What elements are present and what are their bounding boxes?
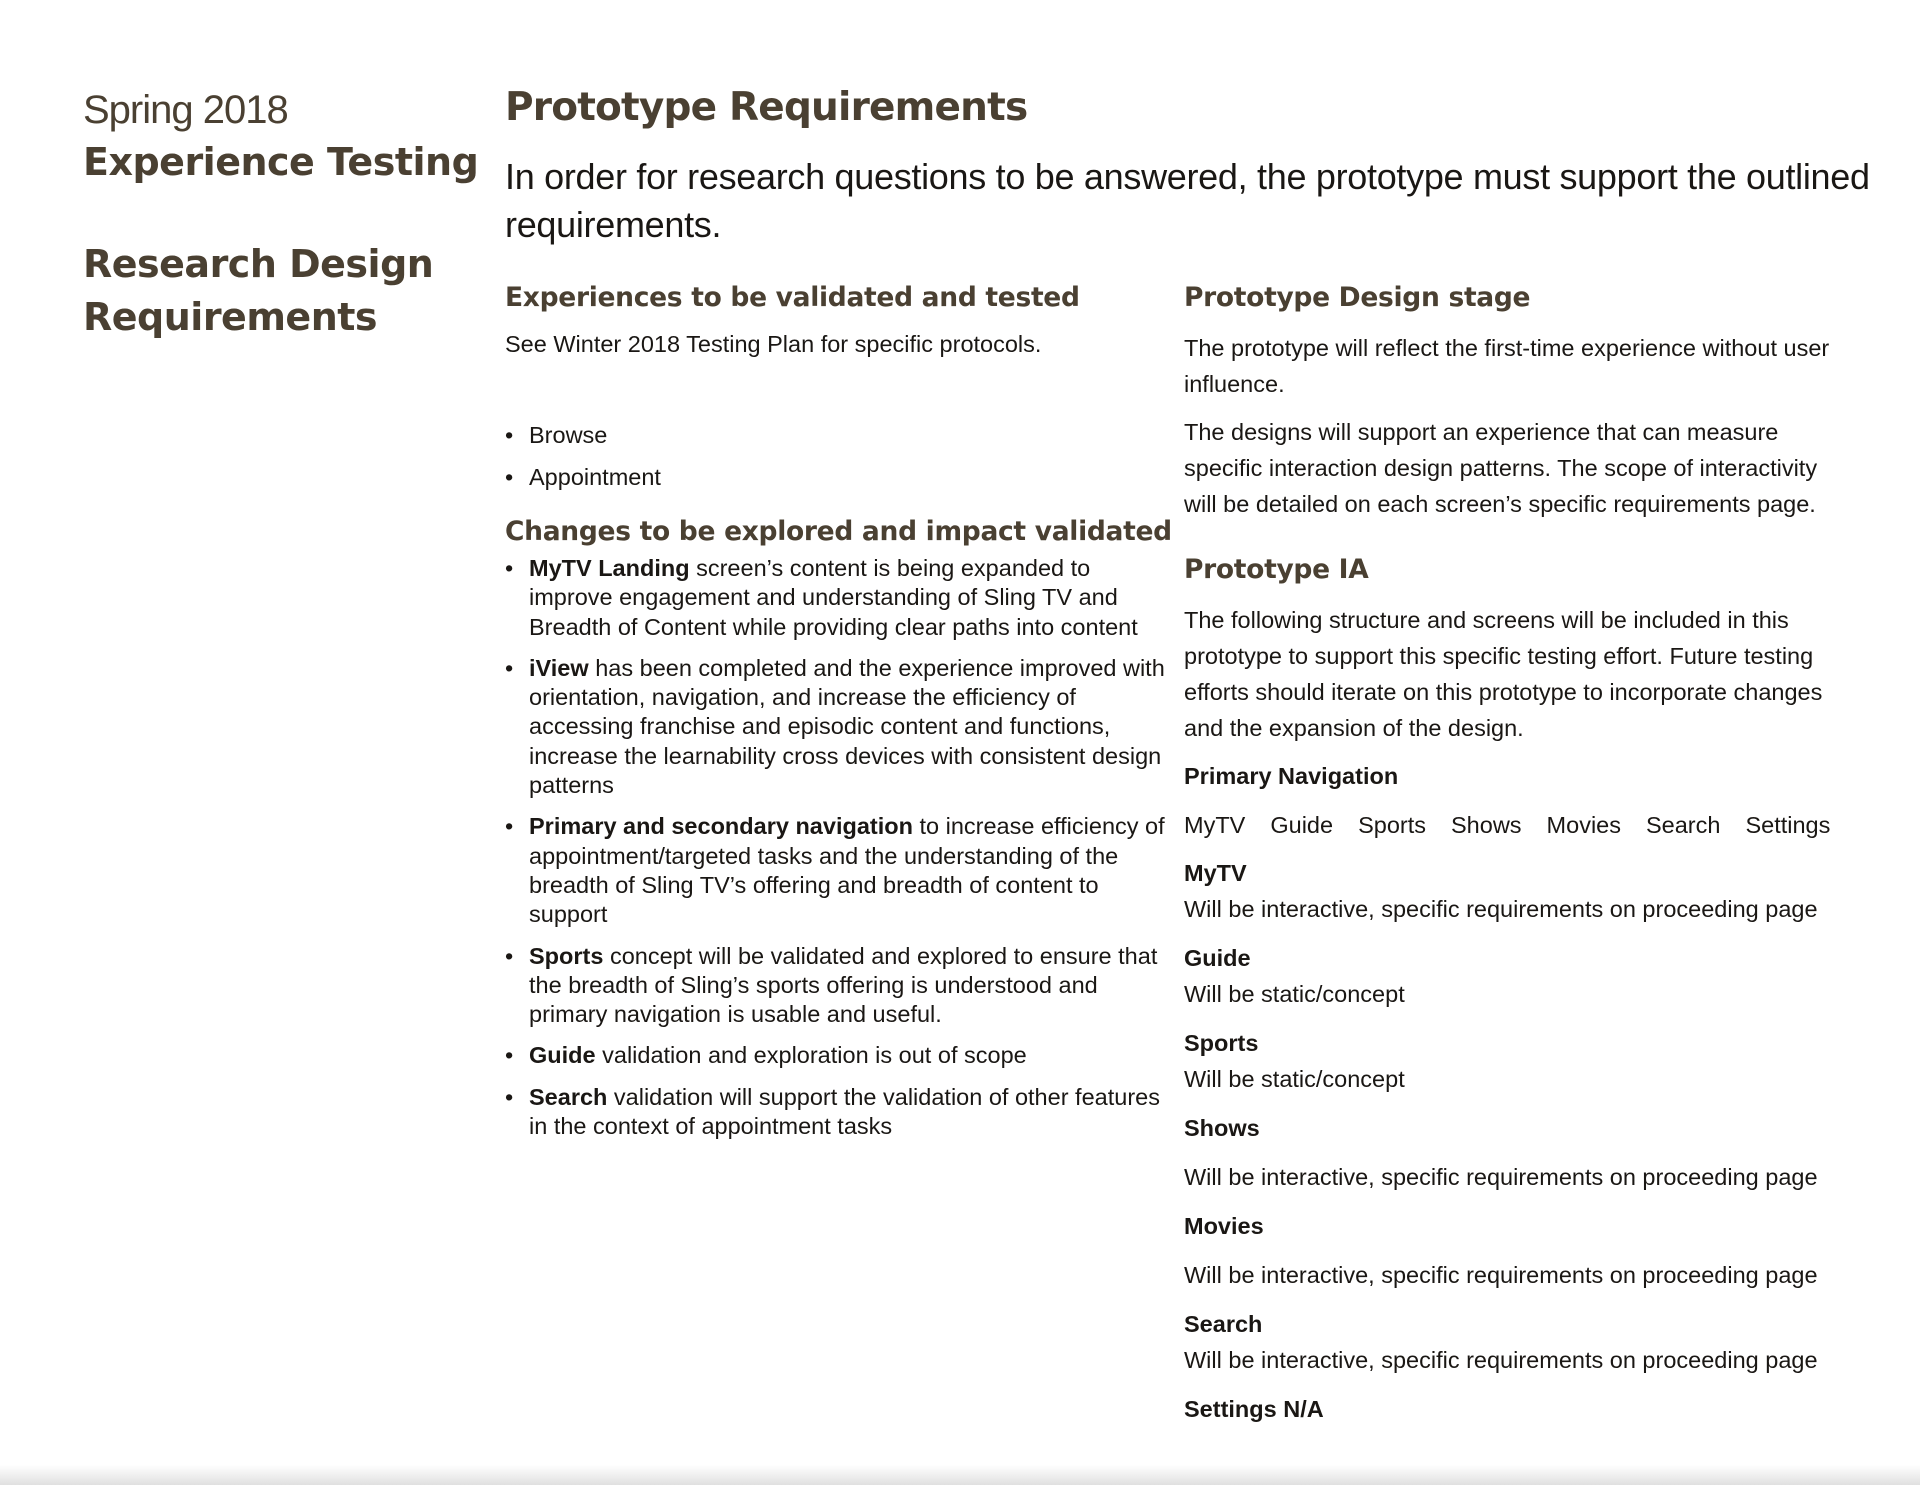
list-item [505,1041,1165,1070]
section-title [83,238,493,344]
screen-desc: Will be interactive, specific requirements on proceeding page [1184,1262,1818,1288]
primary-nav-list [1184,807,1844,843]
screen-name: MyTV [1184,860,1247,886]
list-item [505,942,1165,1030]
experiences-note: See Winter 2018 Testing Plan for specific protocols. [505,331,1042,357]
primary-nav-label: Primary Navigation [1184,763,1399,789]
program-title: Experience Testing [83,140,479,184]
list-item [505,654,1165,800]
screen-movies [1184,1208,1844,1293]
screen-name: Movies [1184,1213,1264,1239]
section-title-line1: Research Design [83,242,434,286]
ia-heading: Prototype IA [1184,554,1369,585]
list-item: • Browse [505,414,1165,456]
screen-name: Search [1184,1311,1263,1337]
season-label: Spring 2018 [83,88,288,132]
experiences-heading: Experiences to be validated and tested [505,282,1080,313]
nav-item-shows: Shows [1451,812,1522,838]
screen-desc: Will be static/concept [1184,981,1405,1007]
nav-item-guide: Guide [1270,812,1334,838]
item-lead: Sports [529,942,604,969]
item-lead: iView [529,654,589,681]
sidebar [83,84,493,344]
list-item [505,812,1165,929]
screen-name: Sports [1184,1030,1259,1056]
list-item [505,554,1165,642]
section-title-line2: Requirements [83,295,378,339]
design-stage-heading: Prototype Design stage [1184,282,1531,313]
nav-item-sports: Sports [1358,812,1426,838]
screen-shows [1184,1110,1844,1195]
screen-desc: Will be interactive, specific requirements on proceeding page [1184,896,1818,922]
ia-intro: The following structure and screens will be included in this prototype to support this specific testing effort. Future testing efforts should iterate on this prototype to incorporate changes and the expansion of the design. [1184,607,1823,741]
item-lead: Guide [529,1042,596,1069]
page-title: Prototype Requirements [505,85,1028,130]
nav-item-mytv: MyTV [1184,812,1246,838]
list-item: • Appointment [505,456,1165,498]
page-intro: In order for research questions to be answered, the prototype must support the outlined requirements. [505,156,1870,245]
screen-sports [1184,1025,1844,1097]
item-lead: MyTV Landing [529,555,690,581]
nav-item-settings: Settings [1745,812,1831,838]
list-item [505,1083,1165,1142]
screen-mytv [1184,855,1844,927]
changes-list [505,554,1165,1141]
item-text: to increase efficiency of appointment/targeted tasks and the understanding of the breadth of Sling TV’s offering and breadth of content to support [529,813,1165,928]
nav-item-search: Search [1645,812,1721,838]
screen-desc: Will be static/concept [1184,1066,1405,1092]
screen-name: Shows [1184,1115,1260,1141]
right-content-column [1184,278,1844,1427]
item-text: screen’s content is being expanded to improve engagement and understanding of Sling TV and Breadth of Content while providing clear paths into content [529,555,1138,640]
item-text: concept will be validated and explored to ensure that the breadth of Sling’s sports offering is understood and primary navigation is usable and useful. [529,942,1158,1028]
nav-item-movies: Movies [1546,812,1621,838]
changes-heading: Changes to be explored and impact validated [505,516,1172,547]
item-lead: Search [529,1083,608,1110]
left-content-column [505,278,1172,1153]
page-bottom-shadow [0,1465,1920,1485]
design-stage-para1: The prototype will reflect the first-time experience without user influence. [1184,335,1830,397]
item-text: validation and exploration is out of scope [595,1042,1027,1069]
experiences-list [505,414,1165,498]
item-text: validation will support the validation of other features in the context of appointment tasks [529,1083,1160,1140]
screen-desc: Will be interactive, specific requirements on proceeding page [1184,1347,1818,1373]
screen-name: Guide [1184,945,1251,971]
item-text: has been completed and the experience improved with orientation, navigation, and increase the efficiency of accessing franchise and episodic content and functions, increase the learnability cross devices with consistent design patterns [529,654,1165,799]
screen-guide [1184,940,1844,1012]
design-stage-para2: The designs will support an experience that can measure specific interaction design patterns. The scope of interactivity will be detailed on each screen’s specific requirements page. [1184,419,1818,517]
screen-search [1184,1306,1844,1378]
screen-desc: Will be interactive, specific requirements on proceeding page [1184,1164,1818,1190]
design-stage-body [1184,330,1844,522]
item-lead: Primary and secondary navigation [529,813,913,840]
settings-label: Settings N/A [1184,1396,1324,1422]
